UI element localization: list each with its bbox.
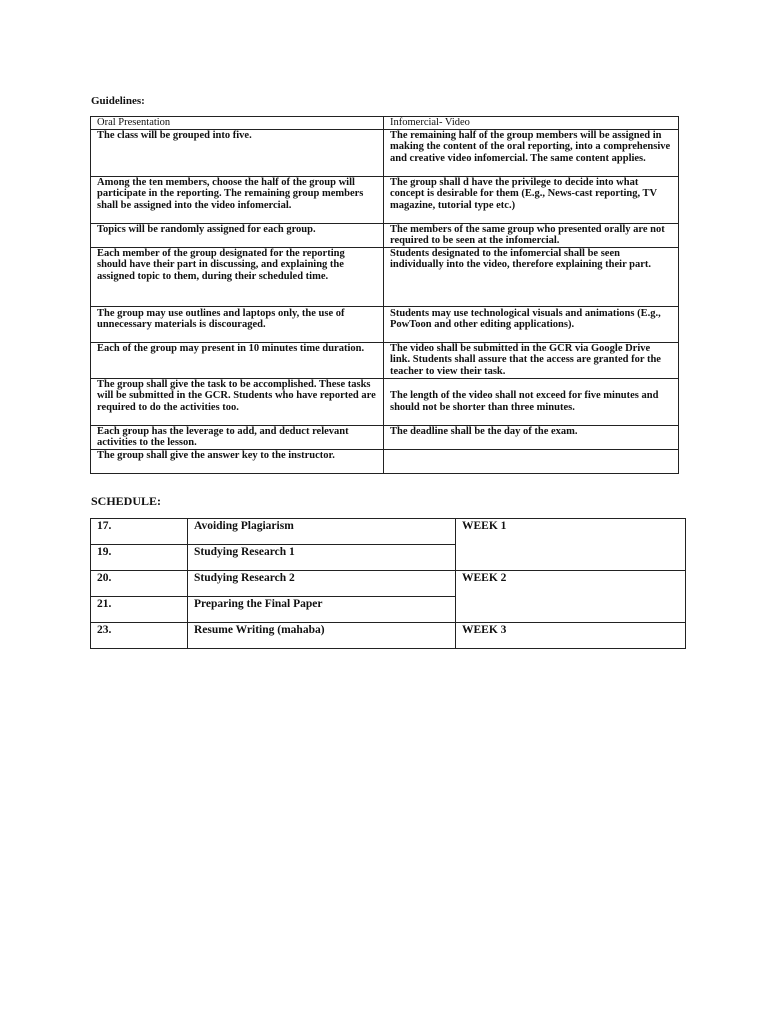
schedule-number: 20. [91, 571, 188, 597]
schedule-number: 17. [91, 519, 188, 545]
video-cell [384, 449, 679, 473]
oral-cell: Each member of the group designated for the reporting should have their part in discussing, and explaining the assigned topic to them, during their scheduled time. [91, 247, 384, 306]
schedule-topic: Studying Research 2 [188, 571, 456, 597]
oral-cell: The group may use outlines and laptops only, the use of unnecessary materials is discouraged. [91, 306, 384, 342]
schedule-topic: Preparing the Final Paper [188, 597, 456, 623]
schedule-row [91, 597, 686, 623]
video-cell: The video shall be submitted in the GCR via Google Drive link. Students shall assure that the access are granted for the teacher to view their task. [384, 342, 679, 378]
guidelines-table [90, 116, 679, 474]
table-row [91, 247, 679, 306]
video-cell: Students designated to the infomercial shall be seen individually into the video, therefore explaining their part. [384, 247, 679, 306]
table-row [91, 306, 679, 342]
table-row [91, 425, 679, 449]
schedule-topic: Avoiding Plagiarism [188, 519, 456, 545]
oral-cell: Topics will be randomly assigned for each group. [91, 223, 384, 247]
video-cell: The deadline shall be the day of the exam. [384, 425, 679, 449]
table-row [91, 378, 679, 425]
schedule-heading: SCHEDULE: [91, 494, 162, 508]
oral-cell: Each of the group may present in 10 minutes time duration. [91, 342, 384, 378]
table-row [91, 342, 679, 378]
schedule-week [456, 545, 686, 571]
schedule-row [91, 519, 686, 545]
schedule-topic: Resume Writing (mahaba) [188, 623, 456, 649]
schedule-week: WEEK 2 [456, 571, 686, 597]
oral-cell: The group shall give the answer key to the instructor. [91, 449, 384, 473]
table-row [91, 129, 679, 176]
oral-cell: Each group has the leverage to add, and deduct relevant activities to the lesson. [91, 425, 384, 449]
guidelines-heading: Guidelines: [91, 95, 145, 107]
video-cell: The members of the same group who presented orally are not required to be seen at the infomercial. [384, 223, 679, 247]
schedule-number: 21. [91, 597, 188, 623]
table-row [91, 449, 679, 473]
schedule-week [456, 597, 686, 623]
video-cell: The group shall d have the privilege to decide into what concept is desirable for them (E.g., News-cast reporting, TV magazine, tutorial type etc.) [384, 176, 679, 223]
header-oral-presentation: Oral Presentation [91, 117, 384, 130]
schedule-row [91, 545, 686, 571]
schedule-number: 23. [91, 623, 188, 649]
oral-cell: The class will be grouped into five. [91, 129, 384, 176]
video-cell: Students may use technological visuals and animations (E.g., PowToon and other editing applications). [384, 306, 679, 342]
video-cell: The remaining half of the group members will be assigned in making the content of the oral reporting, into a comprehensive and creative video infomercial. The same content applies. [384, 129, 679, 176]
schedule-table [90, 518, 686, 649]
guidelines-header-row [91, 117, 679, 130]
schedule-number: 19. [91, 545, 188, 571]
table-row [91, 176, 679, 223]
oral-cell: The group shall give the task to be accomplished. These tasks will be submitted in the GCR. Students who have reported are required to do the activities too. [91, 378, 384, 425]
header-infomercial-video: Infomercial- Video [384, 117, 679, 130]
schedule-week: WEEK 1 [456, 519, 686, 545]
schedule-row [91, 571, 686, 597]
schedule-row [91, 623, 686, 649]
table-row [91, 223, 679, 247]
video-cell: The length of the video shall not exceed for five minutes and should not be shorter than three minutes. [384, 378, 679, 425]
schedule-topic: Studying Research 1 [188, 545, 456, 571]
oral-cell: Among the ten members, choose the half of the group will participate in the reporting. The remaining group members shall be assigned into the video infomercial. [91, 176, 384, 223]
schedule-week: WEEK 3 [456, 623, 686, 649]
